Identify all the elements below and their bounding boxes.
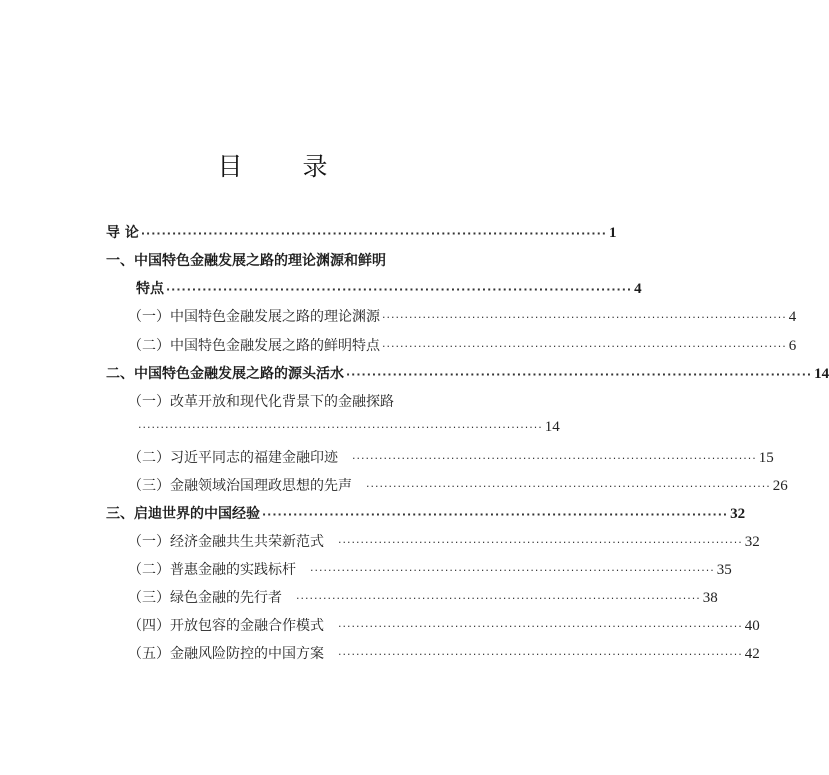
toc-page-number: 15 — [758, 450, 774, 466]
dot-leader: ·························································································· — [262, 508, 729, 521]
toc-entry-2-3[interactable] — [128, 475, 788, 495]
toc-entry-label: 特点 — [136, 281, 164, 297]
toc-entry-chapter-1[interactable] — [106, 250, 432, 270]
toc-entry-label: （二）习近平同志的福建金融印迹 — [128, 450, 338, 466]
toc-page-number: 4 — [788, 309, 797, 325]
toc-entry-3-5[interactable] — [128, 643, 760, 663]
toc-entry-2-1[interactable] — [128, 391, 432, 411]
toc-page-number: 4 — [634, 281, 642, 297]
toc-entry-3-3[interactable] — [128, 587, 718, 607]
dot-leader: ·························································································· — [338, 648, 743, 661]
toc-entry-label: （四）开放包容的金融合作模式 — [128, 618, 324, 634]
dot-leader: ·························································································· — [140, 227, 607, 240]
toc-entry-label: 三、启迪世界的中国经验 — [106, 506, 260, 522]
toc-page-number: 6 — [788, 338, 797, 354]
toc-entry-label: （一）改革开放和现代化背景下的金融探路 — [128, 394, 394, 410]
toc-page-number: 40 — [744, 618, 760, 634]
toc-page-number: 38 — [702, 590, 718, 606]
toc-entry-label: 导 论 — [106, 225, 139, 241]
toc-entry-3-4[interactable] — [128, 615, 760, 635]
toc-entry-label: （三）金融领域治国理政思想的先声 — [128, 478, 352, 494]
toc-page-number: 35 — [716, 562, 732, 578]
dot-leader: ·························································································· — [338, 536, 743, 549]
toc-entry-label: 二、中国特色金融发展之路的源头活水 — [106, 366, 344, 382]
toc-entry-label: 一、中国特色金融发展之路的理论渊源和鲜明 — [106, 253, 386, 269]
toc-entry-label: （二）普惠金融的实践标杆 — [128, 562, 296, 578]
toc-entry-label: （二）中国特色金融发展之路的鲜明特点 — [128, 338, 380, 354]
toc-entry-label: （三）绿色金融的先行者 — [128, 590, 282, 606]
toc-entry-label: （一）中国特色金融发展之路的理论渊源 — [128, 309, 380, 325]
dot-leader: ·························································································· — [352, 452, 757, 465]
toc-page-number: 32 — [730, 506, 746, 522]
toc-page-number: 42 — [744, 646, 760, 662]
toc-entry-chapter-3[interactable] — [106, 503, 746, 523]
toc-page-number: 1 — [608, 225, 617, 241]
dot-leader: ·························································································· — [382, 340, 787, 353]
toc-entry-intro[interactable] — [106, 222, 617, 242]
toc-entry-label: （一）经济金融共生共荣新范式 — [128, 534, 324, 550]
dot-leader: ·························································································· — [166, 283, 633, 296]
toc-entry-3-2[interactable] — [128, 559, 732, 579]
dot-leader: ·························································································· — [346, 368, 813, 381]
dot-leader: ·························································································· — [138, 421, 543, 434]
toc-entry-1-2[interactable] — [128, 335, 797, 355]
toc-entry-chapter-1-continued[interactable] — [136, 278, 642, 298]
toc-entry-chapter-2[interactable] — [106, 363, 829, 383]
dot-leader: ·························································································· — [310, 564, 715, 577]
dot-leader: ·························································································· — [366, 480, 771, 493]
dot-leader: ·························································································· — [382, 311, 787, 324]
toc-page-number: 14 — [544, 419, 560, 435]
dot-leader: ·························································································· — [296, 592, 701, 605]
toc-entry-1-1[interactable] — [128, 306, 797, 326]
toc-entry-3-1[interactable] — [128, 531, 760, 551]
toc-page-number: 32 — [744, 534, 760, 550]
toc-page-number: 26 — [772, 478, 788, 494]
toc-entry-2-1-continued[interactable] — [136, 419, 560, 439]
toc-page-number: 14 — [814, 366, 829, 382]
toc-entry-label: （五）金融风险防控的中国方案 — [128, 646, 324, 662]
toc-entry-2-2[interactable] — [128, 447, 774, 467]
dot-leader: ·························································································· — [338, 620, 743, 633]
page-title: 目 录 — [217, 152, 354, 181]
